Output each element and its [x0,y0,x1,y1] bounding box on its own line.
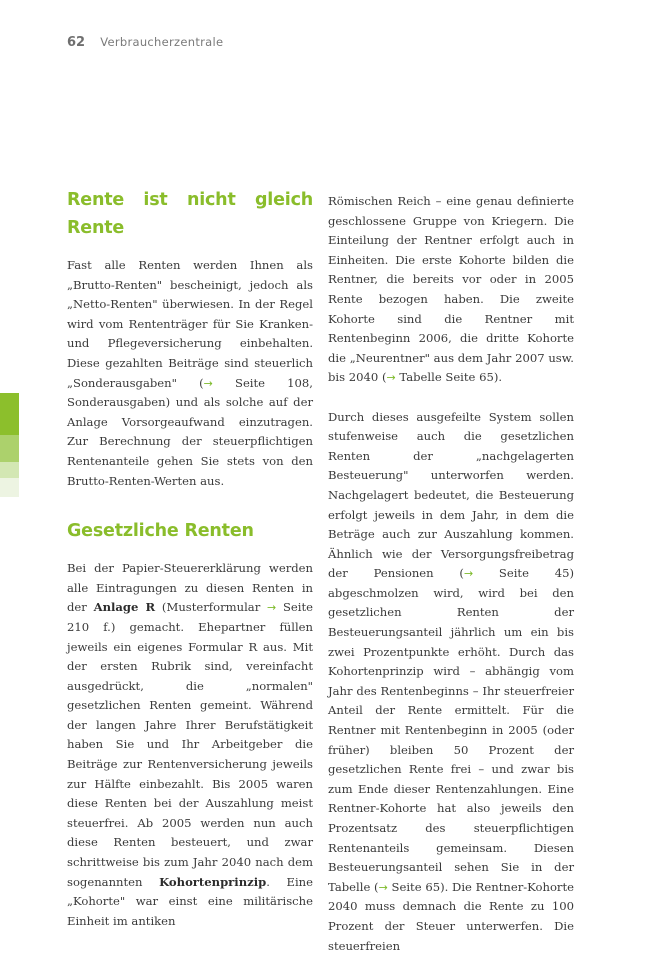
paragraph-brutto-netto [67,256,313,491]
chapter-tab-active [0,393,19,435]
publisher-name: Verbraucherzentrale [100,35,224,49]
text: Römischen Reich – eine genau definierte geschlossene Gruppe von Kriegern. Die Einteilung der Rentner erfolgt auch in Einheiten. Die erste Kohorte bilden die Rentner, die bereits vor oder in 2005 Rente bezogen haben. Die zweite Kohorte sind die Rentner mit Rentenbeginn 2006, die dritte Kohorte die „Neurentner" aus dem Jahr 2007 usw. bis 2040 ( [328,194,574,385]
chapter-tab [0,435,19,462]
text: Seite 108, Sonderausgaben) und als solche auf der Anlage Vorsorgeaufwand einzutragen. Zur Berechnung der steuerpflichtigen Rentenanteile gehen Sie stets von den Brutto-Renten-Werten aus. [67,375,313,488]
chapter-tab [0,462,19,478]
text: Seite 45) abgeschmolzen wird, wird bei den gesetzlichen Renten der Besteuerungsanteil jährlich um ein bis zwei Prozentpunkte erhöht. Durch das Kohortenprinzip wird – abhängig vom Jahr des Rentenbeginns – Ihr steuerfreier Anteil der Rente ermittelt. Für die Rentner mit Rentenbeginn in 2005 (oder früher) bleiben 50 Prozent der gesetzlichen Rente frei – und zwar bis zum Ende dieser Rentenzahlungen. Eine Rentner-Kohorte hat also jeweils den Prozentsatz des steuerpflichtigen Rentenanteils gemeinsam. Diesen Besteuerungsanteil sehen Sie in der Tabelle ( [328,566,574,894]
page-number: 62 [67,35,86,50]
cross-reference-arrow-icon: → [203,376,213,390]
text: Tabelle Seite 65). [395,370,503,385]
cross-reference-arrow-icon: → [463,567,474,581]
text: Durch dieses ausgefeilte System sollen stufenweise auch die gesetzlichen Renten der „nachgelagerten Besteuerung" unterworfen werden. Nachgelagert bedeutet, die Besteuerung erfolgt jeweils in dem Jahr, in dem die Beträge auch zur Auszahlung kommen. Ähnlich wie der Versorgungsfreibetrag der Pensionen ( [328,409,574,581]
text: Seite 65). Die Rentner-Kohorte 2040 muss demnach die Rente zu 100 Prozent der Steuer unterwerfen. Die steuerfreien [328,879,574,953]
term-kohortenprinzip: Kohortenprinzip [159,874,267,889]
paragraph-kohorte-definition [328,192,574,388]
text: Bei der Papier-Steuererklärung werden alle Eintragungen zu diesen Renten in der [67,561,313,615]
text: Fast alle Renten werden Ihnen als „Brutto-Renten" bescheinigt, jedoch als „Netto-Renten" überwiesen. In der Regel wird vom Rententräger für Sie Kranken- und Pflegeversicherung einbehalten. Diese gezahlten Beiträge sind steuerlich „Sonderausgaben" ( [67,258,313,390]
section-heading-rente: Rente ist nicht gleich Rente [67,190,313,238]
text: (Musterformular [155,600,267,615]
page-header [67,31,223,50]
text: . Eine „Kohorte" war einst eine militärische Einheit im antiken [67,874,313,928]
section-heading-gesetzliche-renten: Gesetzliche Renten [67,521,254,542]
paragraph-nachgelagerte-besteuerung [328,408,574,956]
cross-reference-arrow-icon: → [267,601,277,615]
right-column [328,192,574,956]
text: Seite 210 f.) gemacht. Ehepartner füllen jeweils ein eigenes Formular R aus. Mit der ersten Rubrik sind, vereinfacht ausgedrückt, die „normalen" gesetzlichen Renten gemeint. Während der langen Jahre Ihrer Berufstätigkeit haben Sie und Ihr Arbeitgeber die Beiträge zur Rentenversicherung jeweils zur Hälfte einbezahlt. Bis 2005 waren diese Renten bei der Auszahlung meist steuerfrei. Ab 2005 werden nun auch diese Renten besteuert, und zwar schrittweise bis zum Jahr 2040 nach dem sogenannten [67,600,314,889]
term-anlage-r: Anlage R [93,600,156,615]
chapter-tab [0,478,19,497]
cross-reference-arrow-icon: → [386,371,396,385]
paragraph-anlage-r [67,559,313,931]
cross-reference-arrow-icon: → [378,880,388,894]
left-column [67,186,313,931]
chapter-tab-marker [0,393,19,497]
